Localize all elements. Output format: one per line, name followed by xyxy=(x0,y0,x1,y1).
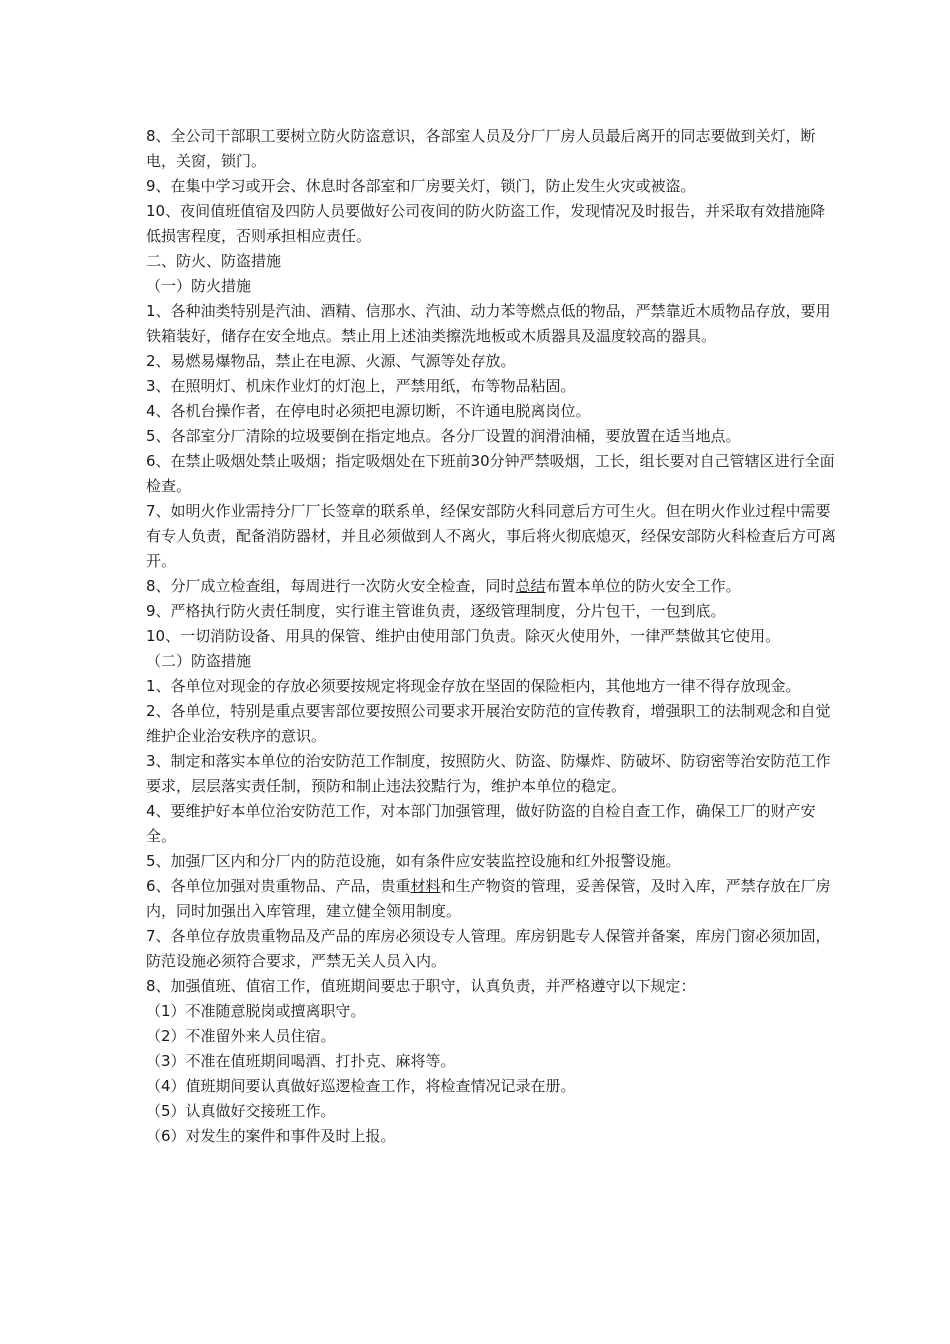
paragraph: 1、各种油类特别是汽油、酒精、信那水、汽油、动力苯等燃点低的物品，严禁靠近木质物品存放，要用铁箱装好，储存在安全地点。禁止用上述油类擦洗地板或木质器具及温度较高的器具。 xyxy=(146,302,831,345)
list-item: （5）认真做好交接班工作。 xyxy=(146,1102,336,1120)
paragraph: 10、夜间值班值宿及四防人员要做好公司夜间的防火防盗工作，发现情况及时报告，并采取有效措施降低损害程度，否则承担相应责任。 xyxy=(146,202,826,245)
paragraph: 2、各单位，特别是重点要害部位要按照公司要求开展治安防范的宣传教育，增强职工的法制观念和自觉维护企业治安秩序的意识。 xyxy=(146,702,831,745)
paragraph: 4、各机台操作者，在停电时必须把电源切断，不许通电脱离岗位。 xyxy=(146,402,591,420)
paragraph: 5、各部室分厂清除的垃圾要倒在指定地点。各分厂设置的润滑油桶，要放置在适当地点。 xyxy=(146,427,741,445)
paragraph: 3、制定和落实本单位的治安防范工作制度，按照防火、防盗、防爆炸、防破坏、防窃密等治安防范工作要求，层层落实责任制，预防和制止违法狡黠行为，维护本单位的稳定。 xyxy=(146,752,831,795)
section-heading: 二、防火、防盗措施 xyxy=(146,252,282,270)
subsection-heading: （二）防盗措施 xyxy=(146,652,252,670)
list-item: （6）对发生的案件和事件及时上报。 xyxy=(146,1127,396,1145)
document-body xyxy=(146,124,836,1149)
paragraph xyxy=(146,574,836,599)
paragraph: 7、如明火作业需持分厂厂长签章的联系单，经保安部防火科同意后方可生火。但在明火作业过程中需要有专人负责，配备消防器材，并且必须做到人不离火，事后将火彻底熄灭，经保安部防火科检查后方可离开。 xyxy=(146,502,837,570)
materials-link[interactable]: 材料 xyxy=(410,877,441,895)
subsection-heading: （一）防火措施 xyxy=(146,277,252,295)
list-item: （1）不准随意脱岗或擅离职守。 xyxy=(146,1002,366,1020)
paragraph-text: 和生产物资的管理，妥善保管，及时入库，严禁存放在厂房内，同时加强出入库管理，建立健全领用制度。 xyxy=(146,877,831,920)
paragraph: 8、全公司干部职工要树立防火防盗意识，各部室人员及分厂厂房人员最后离开的同志要做到关灯，断电，关窗，锁门。 xyxy=(146,127,816,170)
list-item: （4）值班期间要认真做好巡逻检查工作，将检查情况记录在册。 xyxy=(146,1077,576,1095)
summary-link[interactable]: 总结 xyxy=(515,577,546,595)
paragraph: 10、一切消防设备、用具的保管、维护由使用部门负责。除灭火使用外，一律严禁做其它使用。 xyxy=(146,627,781,645)
paragraph: 2、易燃易爆物品，禁止在电源、火源、气源等处存放。 xyxy=(146,352,516,370)
paragraph: 4、要维护好本单位治安防范工作，对本部门加强管理，做好防盗的自检自查工作，确保工厂的财产安全。 xyxy=(146,802,816,845)
paragraph: 3、在照明灯、机床作业灯的灯泡上，严禁用纸，布等物品粘固。 xyxy=(146,377,576,395)
paragraph xyxy=(146,874,836,924)
paragraph: 9、严格执行防火责任制度，实行谁主管谁负责，逐级管理制度，分片包干，一包到底。 xyxy=(146,602,726,620)
paragraph: 8、加强值班、值宿工作，值班期间要忠于职守，认真负责，并严格遵守以下规定： xyxy=(146,977,696,995)
paragraph-text: 布置本单位的防火安全工作。 xyxy=(545,577,741,595)
paragraph: 5、加强厂区内和分厂内的防范设施，如有条件应安装监控设施和红外报警设施。 xyxy=(146,852,681,870)
paragraph: 9、在集中学习或开会、休息时各部室和厂房要关灯，锁门，防止发生火灾或被盗。 xyxy=(146,177,696,195)
paragraph: 1、各单位对现金的存放必须要按规定将现金存放在坚固的保险柜内，其他地方一律不得存放现金。 xyxy=(146,677,801,695)
paragraph: 7、各单位存放贵重物品及产品的库房必须设专人管理。库房钥匙专人保管并备案，库房门窗必须加固，防范设施必须符合要求，严禁无关人员入内。 xyxy=(146,927,831,970)
list-item: （3）不准在值班期间喝酒、打扑克、麻将等。 xyxy=(146,1052,456,1070)
paragraph-text: 6、各单位加强对贵重物品、产品，贵重 xyxy=(146,877,411,895)
paragraph: 6、在禁止吸烟处禁止吸烟；指定吸烟处在下班前30分钟严禁吸烟，工长，组长要对自己管辖区进行全面检查。 xyxy=(146,452,835,495)
list-item: （2）不准留外来人员住宿。 xyxy=(146,1027,336,1045)
paragraph-text: 8、分厂成立检查组，每周进行一次防火安全检查，同时 xyxy=(146,577,516,595)
